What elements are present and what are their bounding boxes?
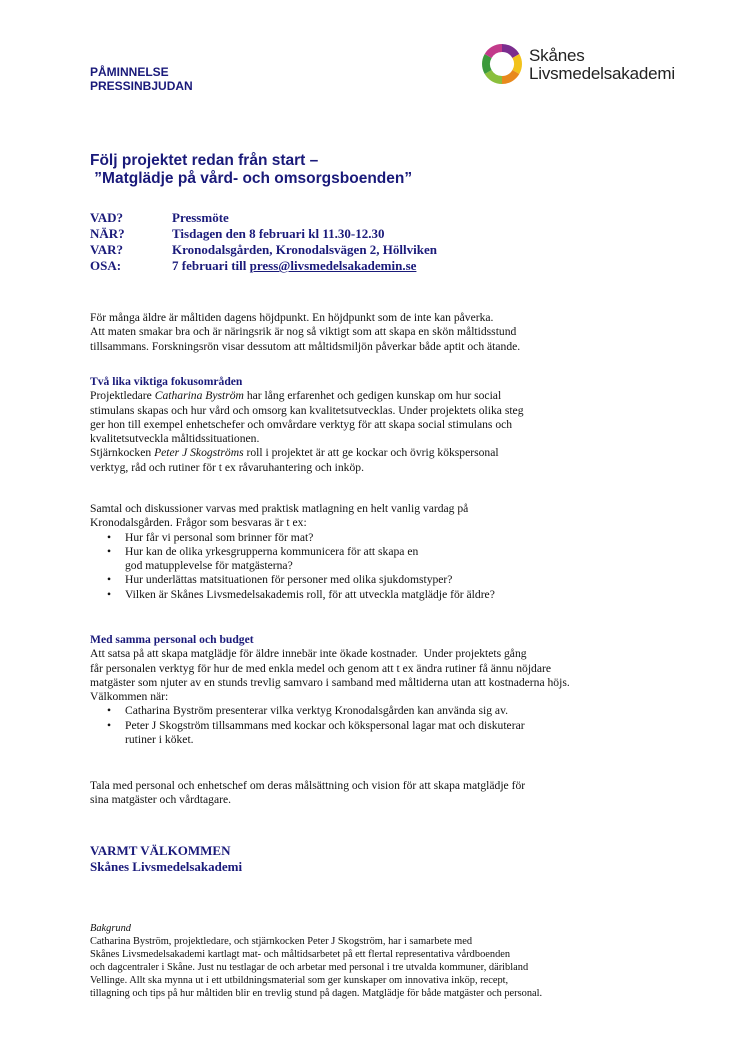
title-line2: ”Matglädje på vård- och omsorgsboenden” bbox=[90, 170, 413, 187]
info-key: NÄR? bbox=[90, 226, 125, 241]
background-line: och dagcentraler i Skåne. Just nu testlagar de och arbetar med personal i tre utvalda kommuner, däribland bbox=[90, 962, 529, 973]
intro-line: För många äldre är måltiden dagens höjdpunkt. En höjdpunkt som de inte kan påverka. bbox=[90, 311, 494, 324]
list-item: • Hur får vi personal som brinner för mat? bbox=[95, 531, 495, 545]
section-line: ger hon till exempel enhetschefer och omvårdare verktyg för att skapa social stimulans och bbox=[90, 417, 513, 431]
document-header bbox=[90, 65, 193, 93]
list-item: • Vilken är Skånes Livsmedelsakademis roll, för att utveckla matglädje för äldre? bbox=[95, 588, 495, 602]
intro-line: tillsammans. Forskningsrön visar dessutom att måltidsmiljön påverkar både aptit och ätande. bbox=[90, 339, 521, 353]
section-heading: Med samma personal och budget bbox=[90, 633, 254, 646]
background-line: Vellinge. Allt ska mynna ut i ett utbildningsmaterial som ger kunskaper om innovativa inköp, recept, bbox=[90, 975, 509, 986]
section-line bbox=[90, 446, 524, 460]
section-line: Välkommen när: bbox=[90, 690, 169, 704]
intro-line: Att maten smakar bra och är näringsrik är nog så viktigt som att skapa en skön måltidsstund bbox=[90, 325, 517, 339]
info-row-where bbox=[90, 242, 437, 258]
event-info bbox=[90, 210, 437, 274]
welcome-list bbox=[95, 704, 570, 747]
info-value: Pressmöte bbox=[172, 210, 229, 225]
section-heading: Två lika viktiga fokusområden bbox=[90, 375, 243, 388]
discussion-line: Samtal och diskussioner varvas med praktisk matlagning en helt vanlig vardag på bbox=[90, 502, 469, 515]
background-section bbox=[90, 922, 542, 1000]
info-value: Kronodalsgården, Kronodalsvägen 2, Höllviken bbox=[172, 242, 437, 257]
logo-name-line1: Skånes bbox=[529, 46, 585, 65]
text-span: roll i projektet är att ge kockar och övrig kökspersonal bbox=[243, 446, 499, 460]
list-item: • Catharina Byström presenterar vilka verktyg Kronodalsgården kan använda sig av. bbox=[95, 704, 570, 718]
closing-line: sina matgäster och vårdtagare. bbox=[90, 793, 231, 807]
list-item: • Hur kan de olika yrkesgrupperna kommunicera för att skapa en god matupplevelse för matgästerna? bbox=[95, 545, 495, 574]
section-line: stimulans skapas och hur vård och omsorg kan kvalitetsutvecklas. Under projektets olika steg bbox=[90, 403, 524, 417]
page-title bbox=[90, 152, 412, 188]
info-key: VAR? bbox=[90, 242, 123, 257]
background-heading: Bakgrund bbox=[90, 923, 131, 934]
info-row-what bbox=[90, 210, 437, 226]
background-line: Skånes Livsmedelsakademi kartlagt mat- och måltidsarbetet på ett flertal representativa vårdboenden bbox=[90, 949, 511, 960]
logo-name-line2: Livsmedelsakademi bbox=[529, 64, 675, 83]
info-row-when bbox=[90, 226, 437, 242]
person-name: Catharina Byström bbox=[154, 389, 244, 403]
section-line bbox=[90, 389, 524, 403]
info-row-rsvp bbox=[90, 258, 437, 274]
list-item: • Peter J Skogström tillsammans med kockar och kökspersonal lagar mat och diskuterar rutiner i köket. bbox=[95, 719, 570, 748]
info-value: 7 februari till bbox=[172, 258, 250, 273]
sender-name: Skånes Livsmedelsakademi bbox=[90, 859, 243, 874]
intro-paragraph bbox=[90, 311, 520, 354]
discussion-paragraph bbox=[90, 502, 495, 602]
section-line: får personalen verktyg för hur de med enkla medel och genom att t ex ändra rutiner få ännu nöjdare bbox=[90, 661, 551, 675]
section-line: kvalitetsutveckla måltidssituationen. bbox=[90, 432, 260, 446]
email-link[interactable]: press@livsmedelsakademin.se bbox=[249, 258, 417, 273]
section-line: Att satsa på att skapa matglädje för äldre innebär inte ökade kostnader. Under projektets gång bbox=[90, 647, 527, 661]
flower-ring-logo-icon bbox=[481, 43, 523, 85]
section-focus-areas bbox=[90, 375, 524, 475]
text-span: Projektledare bbox=[90, 389, 155, 403]
text-span: Stjärnkocken bbox=[90, 446, 155, 460]
list-item: • Hur underlättas matsituationen för personer med olika sjukdomstyper? bbox=[95, 573, 495, 587]
info-value: Tisdagen den 8 februari kl 11.30-12.30 bbox=[172, 226, 385, 241]
header-press-invitation: PRESSINBJUDAN bbox=[90, 79, 193, 93]
info-key: VAD? bbox=[90, 210, 123, 225]
background-line: tillagning och tips på hur måltiden blir en trevlig stund på dagen. Matglädje för både matgäster och personal. bbox=[90, 988, 543, 999]
closing-line: Tala med personal och enhetschef om deras målsättning och vision för att skapa matglädje för bbox=[90, 779, 526, 792]
welcome-signature bbox=[90, 843, 242, 875]
question-list bbox=[95, 531, 495, 602]
info-key: OSA: bbox=[90, 258, 122, 273]
text-span: har lång erfarenhet och gedigen kunskap om hur social bbox=[243, 389, 502, 403]
header-reminder: PÅMINNELSE bbox=[90, 65, 169, 79]
title-line1: Följ projektet redan från start – bbox=[90, 152, 319, 169]
section-line: verktyg, råd och rutiner för t ex råvaruhantering och inköp. bbox=[90, 460, 364, 474]
background-line: Catharina Byström, projektledare, och stjärnkocken Peter J Skogström, har i samarbete med bbox=[90, 936, 473, 947]
closing-paragraph bbox=[90, 779, 525, 808]
welcome-line: VARMT VÄLKOMMEN bbox=[90, 843, 231, 858]
discussion-line: Kronodalsgården. Frågor som besvaras är t ex: bbox=[90, 516, 307, 530]
section-line: matgäster som njuter av en stunds trevlig samvaro i samband med måltiderna utan att kostnaderna höjs. bbox=[90, 675, 570, 689]
logo bbox=[481, 43, 681, 87]
section-same-staff bbox=[90, 633, 570, 747]
person-name: Peter J Skogströms bbox=[154, 446, 244, 460]
